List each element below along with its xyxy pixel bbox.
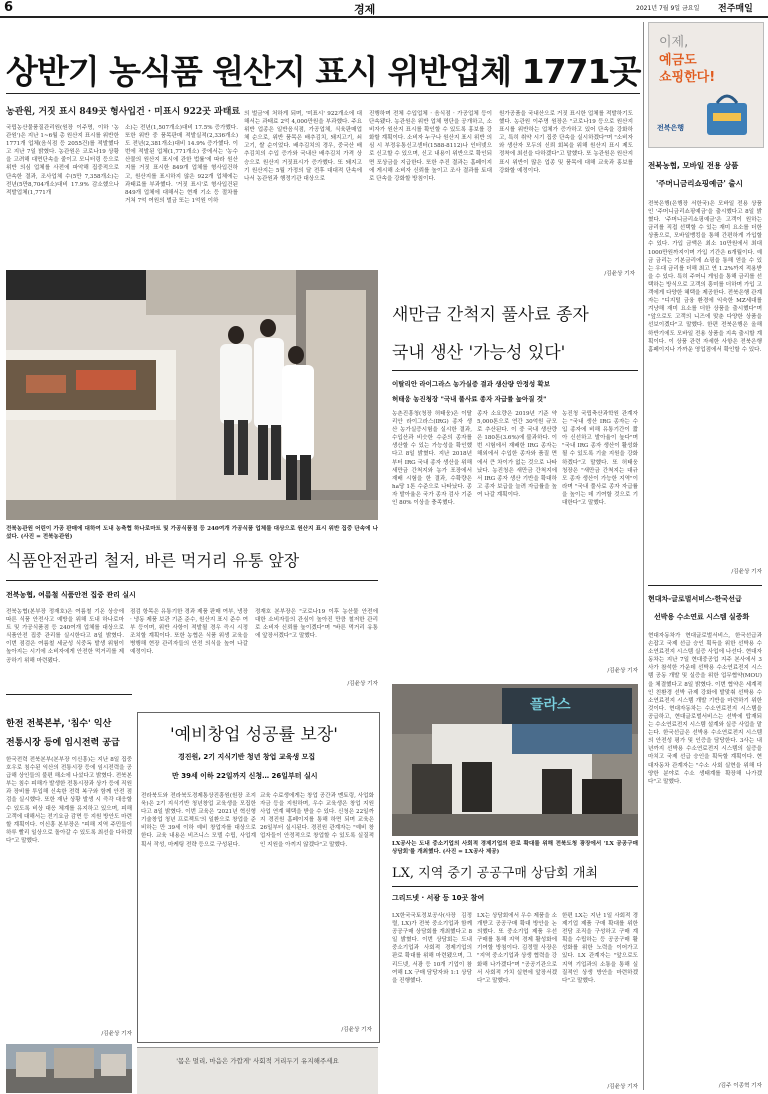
main-col5: 원가공품을 국내산으로 거짓 표시한 업체를 적발하기도 했다. 농관원 이주명 원장은 "코로나19 등으로 원산지 표시를 위반하는 업체가 증가하고 있어 단속을 강화하고, 특히 취약 시기 집중 단속을 실시하겠다"며 "소비자와 생산자 모두의 신뢰 회복을 위해 원산지 표시 제도 정착에 최선을 다하겠다"고 말했다. 또 농관원은 원산지 표시 위반이 많은 업종 및 품목에 대해 교육과 홍보를 강화할 예정이다. — [499, 111, 633, 174]
article5-sub2: 만 39세 이하 22일까지 신청… 26일부터 실시 — [172, 772, 318, 780]
right1-body: 전북은행(은행장 서한국)은 모바일 전용 상품인 '주머니금리쇼핑예금'을 출시했다고 8일 밝혔다. '주머니금리쇼핑예금'은 고객이 원하는 금리를 직접 선택할 수 있는 재미 요소를 더한 상품으로, 모바일뱅킹을 통해 간편하게 가입할 수 있다. 가입 금액은 최소 10만원에서 최대 1000만원까지이며 가입 기간은 6개월이다. 예금 금리는 기본금리에 쇼핑을 통해 얻을 수 있는 우대 금리를 더해 최고 연 1.2%까지 적용받을 수 있다. 특히 주머니 게임을 통해 금리를 선택하는 방식으로 고객의 흥미를 더하며 가입 고객에게 다양한 혜택을 제공한다. 전북은행 관계자는 "디지털 금융 환경에 익숙한 MZ세대를 겨냥해 재미 요소를 더한 상품을 출시했다"며 "앞으로도 고객의 니즈에 맞춘 다양한 상품을 선보이겠다"고 말했다. 한편 전북은행은 올해 하반기에도 모바일 전용 상품을 지속 출시할 계획이다. 이 상품 관련 자세한 사항은 전북은행 홈페이지나 가까운 영업점에서 확인할 수 있다. — [648, 201, 762, 353]
article5-col2: 교육 수료생에게는 창업 공간과 멘토링, 사업화 자금 등을 지원하며, 우수 교육생은 창업 지원 사업 연계 혜택을 받을 수 있다. 신청은 22일까지 경진원 홈페이지를 통해 하면 되며 교육은 26일부터 실시된다. 경진원 관계자는 "예비 창업자들이 안정적으로 창업할 수 있도록 실질적인 지원을 아끼지 않겠다"고 말했다. — [260, 793, 374, 848]
ad-bank: 전북은행 — [657, 124, 685, 132]
right-column-divider — [643, 22, 644, 1090]
food-inspection-photo — [6, 270, 378, 520]
page-number: 6 — [4, 0, 14, 15]
right1-byline: /김윤상 기자 — [731, 569, 762, 575]
article3-rule — [6, 580, 378, 581]
article2-byline: /김윤상 기자 — [607, 668, 638, 674]
article2-col2: 종자 소요량은 2019년 기준 약 5,000톤으로 연간 30억원 규모로 추산된다. 이 중 국내 생산량은 180톤(3.6%)에 불과하다. 이번 시험에서 재배한 IRG 종자는 해외에서 수입한 종자와 품질 면에서 큰 차이가 없는 것으로 나타났다. 농진청은 새만금 간척지에서 IRG 종자 생산 기반을 확대하고 종자 보급을 늘려 자급률을 높여 나갈 계획이다. — [477, 411, 557, 498]
right1-title: 전북농협, 모바일 전용 상품 — [648, 161, 739, 170]
main-col2: 소)는 전년(1,507개소)대비 17.5% 증가했다. 또한 위반 중 품목판매 적발실적(2,336개소)도 전년(2,381개소)대비 14.9% 증가했다. 이번에 적발된 업체(1,771개소) 중에서는 '농수산물의 원산지 표시에 관한 법률'에 따라 원산지를 거짓 표시한 849개 업체를 형사입건하고, 원산지를 표시하지 않은 922개 업체에는 과태료를 부과했다. '거짓 표시'로 형사입건된 849개 업체에 대해서는 현재 기소 등 절차를 거쳐 7억 여원의 벌금 또는 1억원 이하 — [125, 125, 238, 204]
right2-rule — [648, 585, 762, 586]
bank-ad — [648, 22, 764, 148]
article6-col2: LX는 상담회에서 우수 제품을 소개받고 공공구매 확대 방안을 논의했다. 또 중소기업 제품 우선 구매를 통해 지역 경제 활성화에 기여할 방침이다. 김정렬 사장은 "지역 중소기업과 상생 협력을 강화해 나가겠다"며 "공공기관으로서 사회적 가치 실현에 앞장서겠다"고 말했다. — [477, 913, 557, 984]
article3-subhead: 전북농협, 여름철 식품안전 집중 관리 실시 — [6, 591, 136, 599]
article4-byline: /김윤상 기자 — [101, 1031, 132, 1037]
article4-headline2: 전통시장 등에 임시전력 공급 — [6, 738, 120, 748]
article2-subhead2: 허태웅 농진청장 "국내 풀사료 종자 자급률 높아질 것" — [392, 395, 547, 403]
article6-col1: LX한국국토정보공사(사장 김정렬, LX)가 전북 중소기업과 함께 공공구매 상담회를 개최했다고 8일 밝혔다. 이번 상담회는 도내 중소기업과 사회적 경제기업의 판로 확대를 위해 마련됐으며, 그리드넷, 서광 등 10개 기업이 참여해 LX 구매 담당자와 1:1 상담을 진행했다. — [392, 913, 472, 984]
main-byline: /김윤상 기자 — [604, 271, 635, 277]
main-headline: 상반기 농식품 원산지 표시 위반업체 1771곳 — [6, 52, 641, 91]
article5-byline: /김윤상 기자 — [341, 1027, 372, 1033]
right2-body: 현대자동차가 현대글로벌서비스, 한국선급과 손잡고 국제 선급 승인 획득을 위한 선박용 수소연료전지 시스템 실증 사업에 나선다. 현대자동차는 지난 7일 현대중공업 지주 본사에서 3사가 참석한 가운데 선박용 수소연료전지 시스템 공동 개발 및 실증을 위한 업무협약(MOU)을 체결했다고 8일 밝혔다. 이번 협약은 세계적인 친환경 선박 규제 강화에 발맞춰 선박용 수소연료전지 시스템 개발 기반을 마련하기 위한 것이다. 현대자동차는 수소연료전지 시스템을 공급하고, 현대글로벌서비스는 선박에 탑재되는 수소연료전지 시스템 설계와 실증 사업을 맡는다. 한국선급은 선박용 수소연료전지 시스템의 안전성 평가 및 인증을 담당한다. 3사는 내년까지 선박용 수소연료전지 시스템의 실증을 마치고 국제 선급 승인을 획득할 계획이다. 현대자동차 관계자는 "수소 사회 실현을 위해 다양한 분야로 수소 생태계를 확장해 나가겠다"고 말했다. — [648, 633, 762, 785]
article5-footer: '몸은 멀리, 마음은 가깝게' 사회적 거리두기 유지해주세요 — [176, 1057, 339, 1065]
main-photo-caption: 전북농관원 어린이 가공 판매에 대하여 도내 농축협 하나로마트 및 가공식품점 등 240여개 가공식품 업체를 대상으로 원산지 표시 위반 집중 단속에 나섰다. (사진 = 전북농관원) — [6, 526, 378, 541]
article6-byline: /김윤상 기자 — [607, 1084, 638, 1090]
ad-line1: 이제, — [659, 35, 689, 50]
lx-banner-text: 플라스 — [530, 697, 571, 713]
article3-headline: 식품안전관리 철저, 바른 먹거리 유통 앞장 — [6, 551, 300, 570]
article3-col1: 전북농협(본부장 정재호)은 여름철 기온 상승에 따른 식품 안전사고 예방을 위해 도내 하나로마트 및 가공식품점 등 240여개 업체를 대상으로 식품안전 집중 관리를 실시한다고 8일 밝혔다. 이번 점검은 여름철 세균성 식중독 발생 위험이 높아지는 시기에 소비자에게 안전한 먹거리를 제공하기 위해 마련됐다. — [6, 609, 124, 664]
article3-col3: 정재호 본부장은 "코로나19 이후 농산물 안전에 대한 소비자들의 관심이 높아진 만큼 철저한 관리로 소비자 신뢰를 높이겠다"며 "바른 먹거리 유통에 앞장서겠다"고 말했다. — [255, 609, 378, 640]
ad-line3: 쇼핑한다! — [659, 70, 716, 85]
social-distance-banner — [137, 1047, 378, 1094]
article6-photo-caption: LX공사는 도내 중소기업의 사회적 경제기업의 판로 확대를 위해 전북도청 광장에서 'LX 공공구매 상담회'를 개최했다. (사진 = LX공사 제공) — [392, 841, 638, 856]
article4-top-rule — [6, 694, 132, 695]
article6-subhead: 그리드넷 · 서광 등 10곳 참여 — [392, 894, 485, 902]
article2-col3: 농진청 국립축산과학원 관계자는 "국내 생산 IRG 종자는 수입 종자에 비해 유통기간이 짧아 신선하고 발아율이 높다"며 "국내 IRG 종자 생산이 활성화될 수 있도록 기술 지원을 강화하겠다"고 말했다. 또 허태웅 청장은 "새만금 간척지는 대규모 종자 생산이 가능한 지역"이라며 "국내 풀사료 종자 자급률을 높이는 데 기여할 것으로 기대한다"고 말했다. — [562, 411, 638, 507]
article2-subhead: 이탈리안 라이그라스 농가실증 결과 생산량 안정성 확보 — [392, 380, 550, 388]
right2-byline: /김주 이종혁 기자 — [718, 1083, 762, 1089]
main-col4: 진행하며 전체 수입업체 · 음식점 · 가공업체 등이 단속됐다. 농관원은 위반 업체 명단을 공개하고, 소비자가 원산지 표시를 확인할 수 있도록 홍보를 강화할 계획이다. 소비자 누구나 원산지 표시 위반 의심 시 부정유통신고센터(1588-8112)나 인터넷으로 신고할 수 있으며, 신고 내용이 위반으로 확인되면 포상금을 지급한다. 또한 추진 결과는 홈페이지에 게시해 소비자 신뢰를 높이고 조사 결과를 토대로 단속을 강화할 방침이다. — [369, 111, 492, 182]
article3-col2: 점검 항목은 유통기한 경과 제품 판매 여부, 냉장 · 냉동 제품 보관 기준 준수, 원산지 표시 준수 여부 등이며, 위반 사항이 적발될 경우 즉시 시정 조치할 계획이다. 또한 농협은 식품 위생 교육을 병행해 현장 관리자들의 안전 의식을 높여 나갈 예정이다. — [130, 609, 248, 656]
main-rule — [6, 93, 640, 94]
right1-subtitle: '주머니금리쇼핑예금' 출시 — [656, 179, 743, 188]
main-subhead: 농관원, 거짓 표시 849곳 형사입건 · 미표시 922곳 과태료 — [6, 107, 241, 117]
article2-col1: 농촌진흥청(청장 허태웅)은 이탈리안 라이그라스(IRG) 종자 생산 농가실증시험을 실시한 결과, 수입산과 비슷한 수준의 종자를 생산할 수 있는 가능성을 확인했다고 8일 밝혔다. 지난 2018년부터 IRG 국내 종자 생산을 위해 새만금 간척지와 농가 포장에서 재배 시험을 한 결과, 수확량은 ha당 1톤 수준으로 나타났다. 종자 발아율은 국가 종자 검사 기준인 80% 이상을 충족했다. — [392, 411, 472, 507]
article5-col1: 전라북도와 전라북도경제통상진흥원(원장 조지욱)은 2기 지식기반 청년창업 교육생을 모집한다고 8일 밝혔다. 이번 교육은 '2021년 혁신형 기술창업 청년 프로젝트'의 일환으로 창업을 준비하는 만 39세 이하 예비 창업자를 대상으로 한다. 교육 내용은 비즈니스 모델 수립, 사업계획서 작성, 마케팅 전략 등으로 구성된다. — [141, 793, 256, 848]
main-col3: 의 벌금'에 처하게 되며, '미표시' 922개소에 대해서는 과태료 2억 4,000만원을 부과했다. 주요 위반 업종은 일반음식점, 가공업체, 식육판매업체 순으로, 위반 품목은 배추김치, 돼지고기, 쇠고기, 쌀 순이었다. 배추김치의 경우, 중국산 배추김치의 수입 증가와 국내산 배추김치 가격 상승으로 원산지 거짓표시가 증가했다. 또 돼지고기 원산지는 5월 가정의 달 전후 대대적 단속에 나서 농관원과 행정기관 대상으로 — [244, 111, 362, 182]
header-rule — [0, 16, 768, 18]
article2-headline2: 국내 생산 '가능성 있다' — [392, 343, 566, 363]
main-col1: 국립농산물품질관리원(원장 이주명, 이하 '농관원')은 지난 1~6월 총 원산지 표시를 위반한 1771개 업체(음식점 등 2055건)를 적발했다고 지난 7일 밝혔다. 농관원은 코로나19 상황을 고려해 대면단속을 줄이고 모니터링 등으로 위반 의심 업체를 사전에 파악해 집중적으로 단속한 결과, 조사업체 수(5만 7,358개소)는 전년(5만8,704개소)대비 17.9% 감소했으나 적발업체(1,771개 — [6, 125, 119, 196]
article6-col3: 한편 LX는 지난 1일 사회적 경제기업 제품 구매 확대를 위한 전담 조직을 구성하고 구매 계획을 수립하는 등 공공구매 활성화를 위한 노력을 이어가고 있다. LX 관계자는 "앞으로도 지역 기업과의 소통을 통해 실질적인 상생 방안을 마련하겠다"고 말했다. — [562, 913, 638, 984]
article2-rule — [392, 370, 638, 371]
right2-title: 현대차-글로벌서비스-한국선급 — [648, 595, 742, 603]
paper-name: 전주매일 — [718, 4, 753, 14]
right2-subtitle: 선박용 수소연료 시스템 실증화 — [654, 613, 750, 621]
article4-headline1: 한전 전북본부, '침수' 익산 — [6, 719, 112, 729]
lx-consultation-photo — [392, 684, 638, 836]
issue-date: 2021년 7월 9일 금요일 — [636, 5, 700, 12]
market-photo — [6, 1044, 132, 1093]
ad-line2: 예금도 — [659, 53, 697, 68]
shopping-bag-icon — [701, 89, 757, 137]
article4-body: 한국전력 전북본부(본부장 이신흥)는 지난 8일 집중 호우로 침수된 익산의 전통시장 등에 임시전력을 공급해 상인들의 불편 해소에 나섰다고 밝혔다. 전북본부는 침수 피해가 발생한 전통시장과 상가 등에 직원과 장비를 투입해 신속한 전력 복구와 함께 안전 점검을 실시했다. 또한 재난 상황 발생 시 즉각 대응할 수 있도록 비상 대응 체계를 유지하고 있으며, 피해 고객에 대해서는 전기요금 감면 등 지원 방안도 마련할 계획이다. 이신흥 본부장은 "피해 지역 주민들이 하루 빨리 일상으로 돌아갈 수 있도록 최선을 다하겠다"고 말했다. — [6, 757, 132, 844]
article6-headline: LX, 지역 중기 공공구매 상담회 개최 — [392, 866, 598, 881]
section-title: 경제 — [354, 3, 376, 16]
article2-headline1: 새만금 간척지 풀사료 종자 — [392, 305, 589, 325]
article6-rule — [392, 886, 638, 887]
article3-byline: /김윤상 기자 — [347, 681, 378, 687]
article5-headline: '예비창업 성공률 보장' — [170, 725, 338, 745]
article5-sub1: 경진원, 2기 지식기반 청년 창업 교육생 모집 — [178, 753, 316, 761]
